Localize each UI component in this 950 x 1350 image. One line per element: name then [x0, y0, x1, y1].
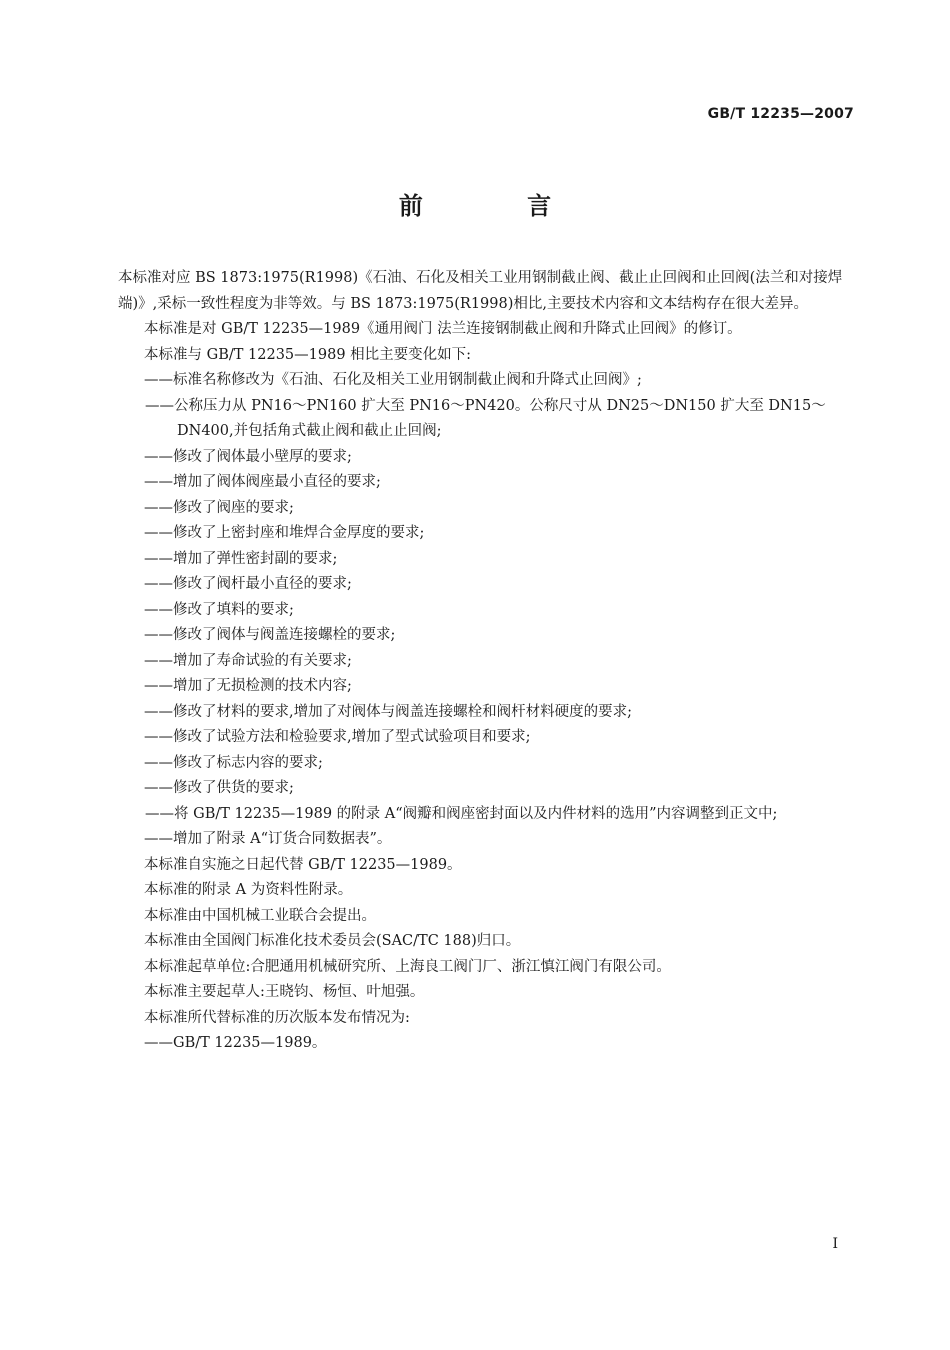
- change-item: ——修改了上密封座和堆焊合金厚度的要求;: [144, 525, 425, 541]
- closing-paragraph: 本标准由中国机械工业联合会提出。: [144, 907, 376, 924]
- intro-paragraph-2: 本标准是对 GB/T 12235—1989《通用阀门 法兰连接钢制截止阀和升降式止回阀》的修订。: [144, 321, 742, 337]
- change-item: ——标准名称修改为《石油、石化及相关工业用钢制截止阀和升降式止回阀》;: [144, 372, 642, 388]
- closing-paragraph: 本标准自实施之日起代替 GB/T 12235—1989。: [144, 856, 462, 873]
- standard-number: GB/T 12235—2007: [707, 106, 854, 122]
- change-item: ——增加了无损检测的技术内容;: [144, 678, 352, 694]
- change-item: ——修改了标志内容的要求;: [144, 754, 323, 771]
- closing-paragraph: 本标准所代替标准的历次版本发布情况为:: [144, 1009, 410, 1026]
- change-item: ——修改了供货的要求;: [144, 780, 294, 796]
- change-item: ——增加了附录 A“订货合同数据表”。: [144, 831, 392, 847]
- change-item: ——修改了试验方法和检验要求,增加了型式试验项目和要求;: [144, 729, 531, 745]
- page-number: I: [832, 1236, 838, 1252]
- page-title: 前 言: [398, 192, 600, 220]
- closing-paragraph: ——GB/T 12235—1989。: [144, 1035, 327, 1051]
- change-item: ——增加了寿命试验的有关要求;: [144, 652, 352, 669]
- change-item: ——修改了阀体最小壁厚的要求;: [144, 448, 352, 465]
- change-item: ——修改了阀座的要求;: [144, 499, 294, 516]
- change-item: ——修改了阀体与阀盖连接螺栓的要求;: [144, 627, 396, 643]
- intro-paragraph-3: 本标准与 GB/T 12235—1989 相比主要变化如下:: [144, 346, 472, 363]
- intro-paragraph-1: 本标准对应 BS 1873:1975(R1998)《石油、石化及相关工业用钢制截止阀、截止止回阀和止回阀(法兰和对接焊端)》,采标一致性程度为非等效。与 BS 1873:1975(R1998)相比,主要技术内容和文本结构存在很大差异。: [118, 270, 843, 312]
- closing-paragraph: 本标准的附录 A 为资料性附录。: [144, 882, 353, 898]
- change-item: ——增加了弹性密封副的要求;: [144, 550, 338, 567]
- change-item: ——修改了阀杆最小直径的要求;: [144, 576, 352, 592]
- change-item: ——修改了材料的要求,增加了对阀体与阀盖连接螺栓和阀杆材料硬度的要求;: [144, 703, 632, 720]
- change-item: ——将 GB/T 12235—1989 的附录 A“阀瓣和阀座密封面以及内件材料的选用”内容调整到正文中;: [145, 805, 778, 822]
- change-item: ——修改了填料的要求;: [144, 601, 294, 618]
- closing-paragraph: 本标准由全国阀门标准化技术委员会(SAC/TC 188)归口。: [144, 933, 521, 949]
- changes-list: [145, 368, 857, 853]
- closing-paragraph: 本标准主要起草人:王晓钧、杨恒、叶旭强。: [144, 984, 425, 1000]
- closing-paragraph: 本标准起草单位:合肥通用机械研究所、上海良工阀门厂、浙江慎江阀门有限公司。: [144, 958, 671, 975]
- foreword-body: [118, 266, 857, 1057]
- change-item: ——公称压力从 PN16～PN160 扩大至 PN16～PN420。公称尺寸从 DN25～DN150 扩大至 DN15～DN400,并包括角式截止阀和截止止回阀;: [145, 397, 826, 439]
- change-item: ——增加了阀体阀座最小直径的要求;: [144, 474, 381, 490]
